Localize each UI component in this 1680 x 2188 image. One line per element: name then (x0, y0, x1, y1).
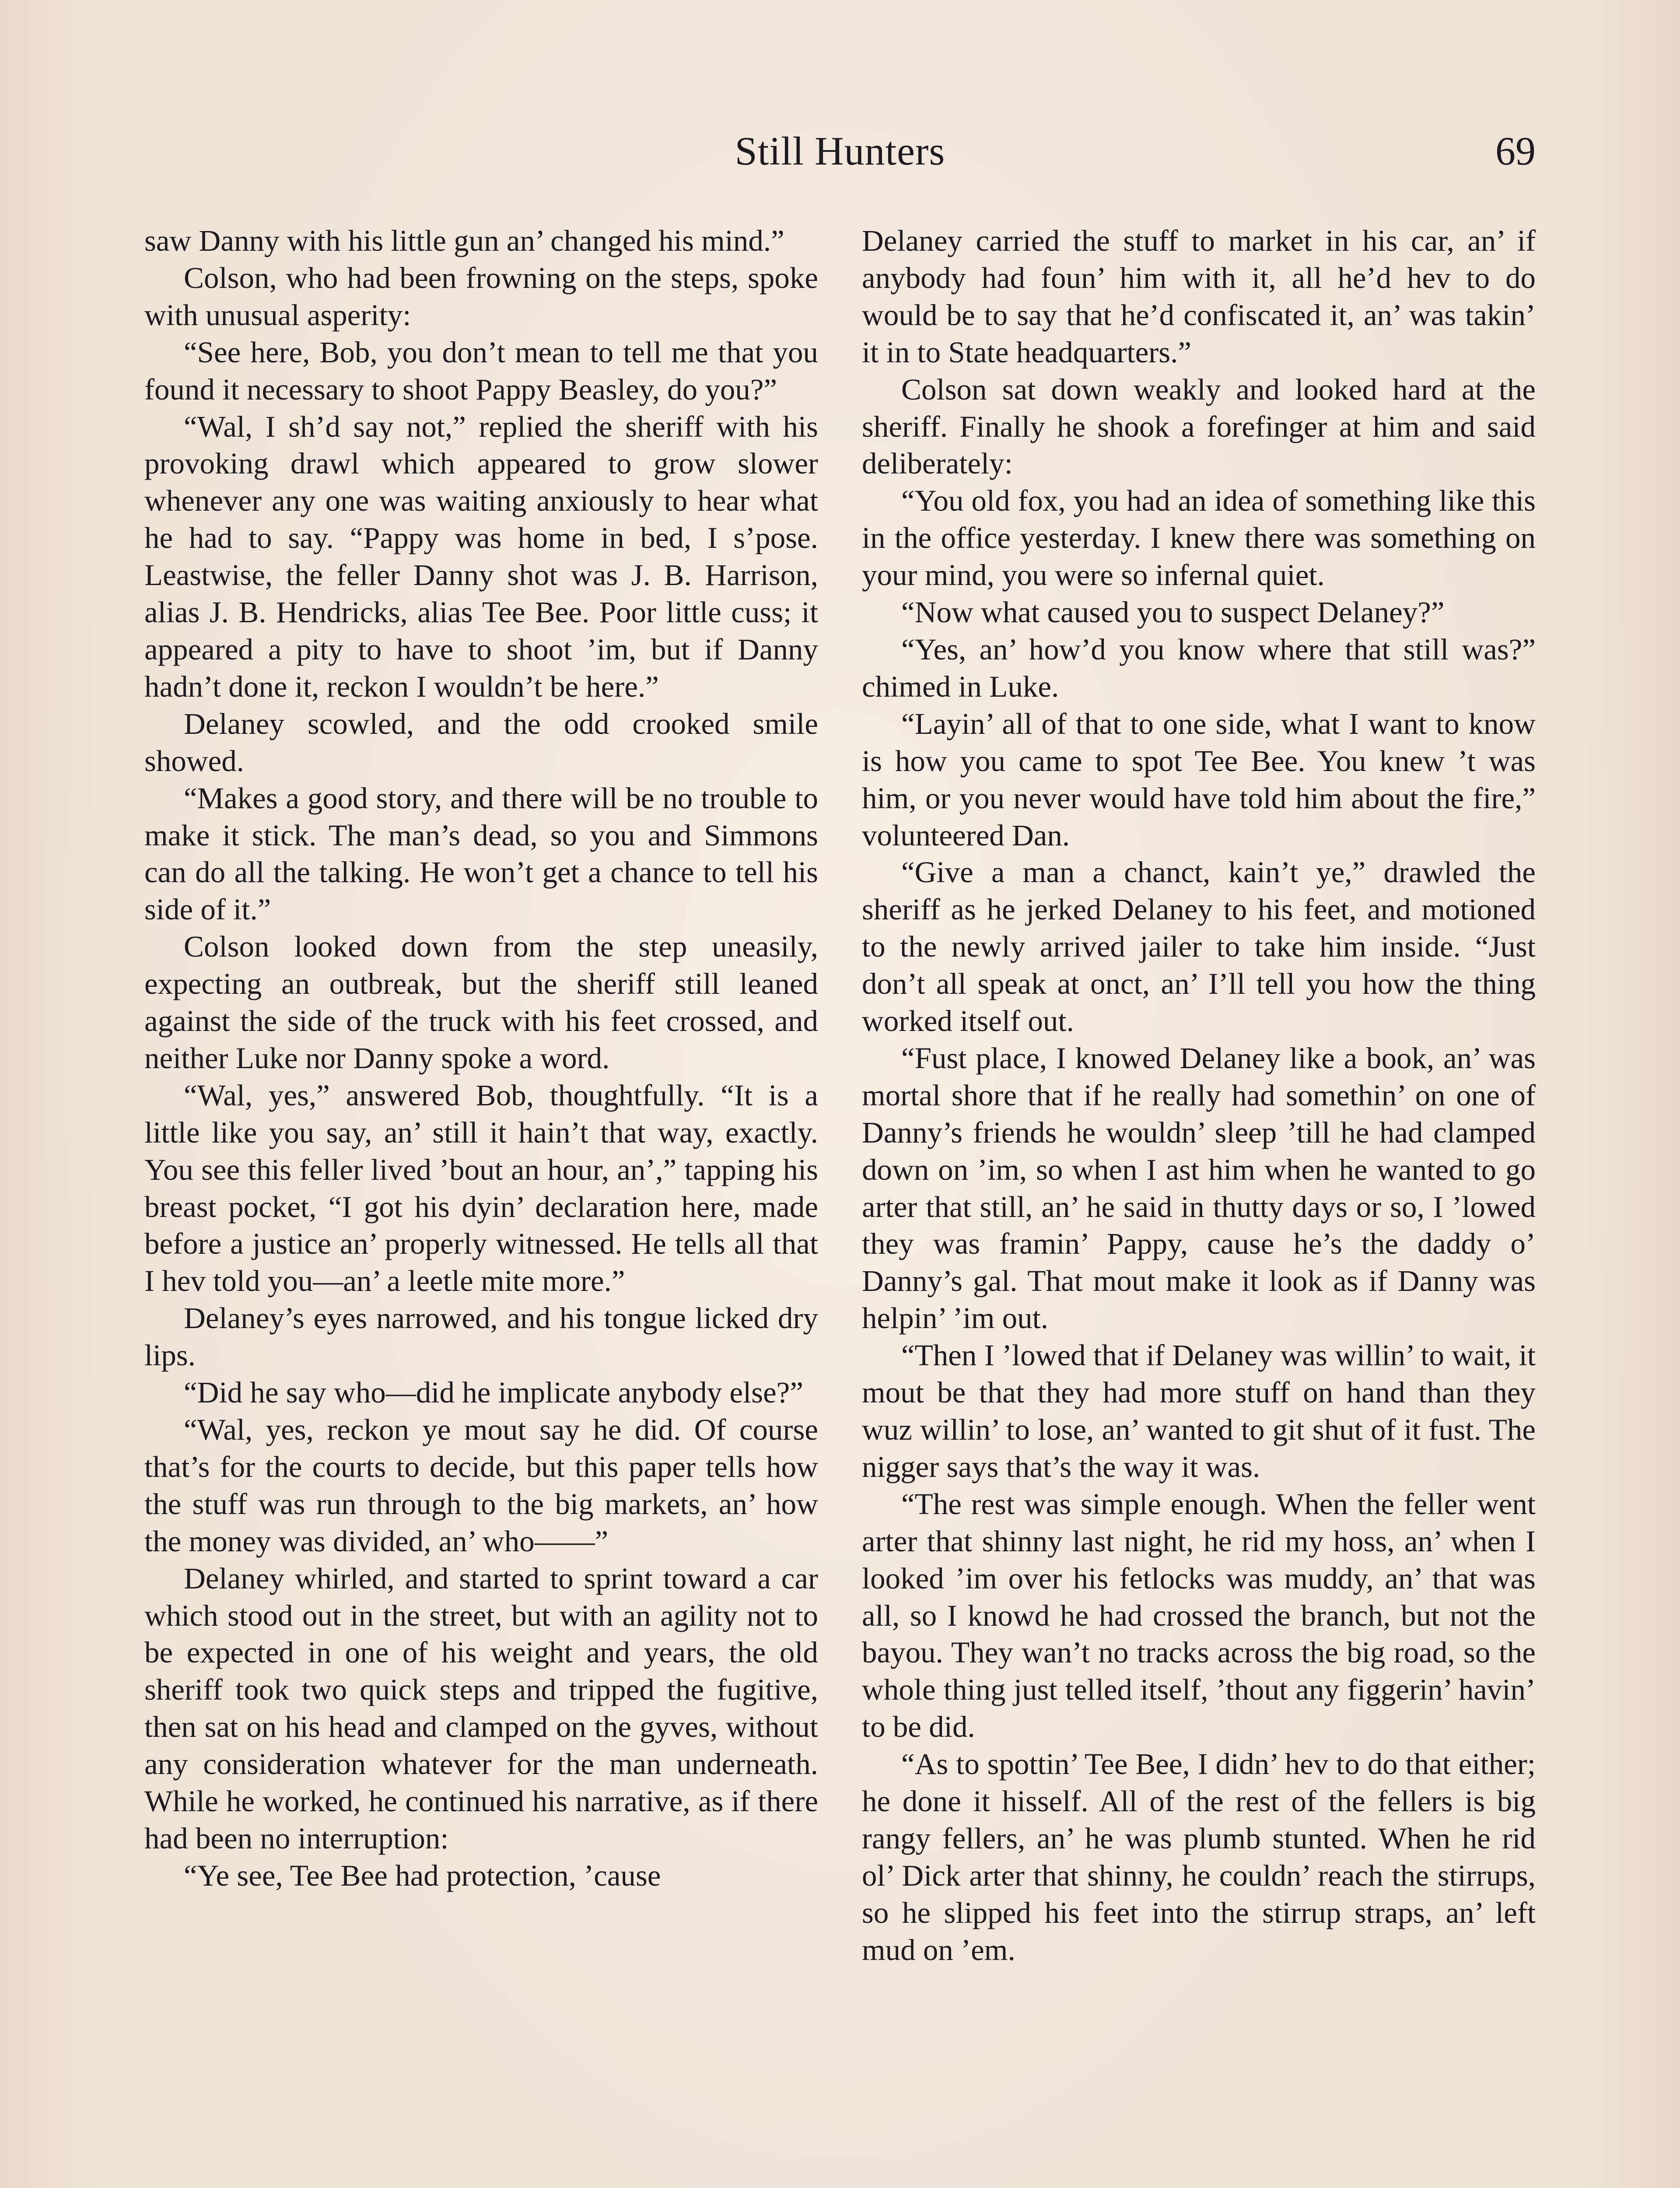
running-head (0, 128, 1680, 176)
paragraph: “Wal, yes, reckon ye mout say he did. Of course that’s for the courts to decide, but this paper tells how the stuff was run through to the big markets, an’ how the money was divided, an’ who——” (144, 1413, 818, 1558)
paragraph: “Give a man a chanct, kain’t ye,” drawled the sheriff as he jerked Delaney to his feet, and motioned to the newly arrived jailer to take him inside. “Just don’t all speak at onct, an’ I’ll tell you how the thing worked itself out. (862, 856, 1536, 1038)
paragraph: “Wal, I sh’d say not,” replied the sheriff with his provoking drawl which appeared to grow slower whenever any one was waiting anxiously to hear what he had to say. “Pappy was home in bed, I s’pose. Leastwise, the feller Danny shot was J. B. Harrison, alias J. B. Hendricks, alias Tee Bee. Poor little cuss; it appeared a pity to have to shoot ’im, but if Danny hadn’t done it, reckon I wouldn’t be here.” (144, 410, 818, 703)
paragraph: “Then I ’lowed that if Delaney was willin’ to wait, it mout be that they had more stuff on hand than they wuz willin’ to lose, an’ wanted to git shut of it fust. The nigger says that’s the way it was. (862, 1339, 1536, 1483)
paragraph: “Ye see, Tee Bee had protection, ’cause (184, 1858, 661, 1892)
paragraph: “Fust place, I knowed Delaney like a book, an’ was mortal shore that if he really had somethin’ on one of Danny’s friends he wouldn’ sleep ’till he had clamped down on ’im, so when I ast him when he wanted to go arter that still, an’ he said in thutty days or so, I ’lowed they was framin’ Pappy, cause he’s the daddy o’ Danny’s gal. That mout make it look as if Danny was helpin’ ’im out. (862, 1041, 1536, 1335)
paragraph: “See here, Bob, you don’t mean to tell me that you found it necessary to shoot Pappy Beasley, do you?” (144, 335, 818, 406)
paragraph: Delaney carried the stuff to market in his car, an’ if anybody had foun’ him with it, all he’d hev to do would be to say that he’d confiscated it, an’ was takin’ it in to State headquarters.” (862, 224, 1536, 369)
left-column (144, 222, 818, 1894)
paragraph: Delaney whirled, and started to sprint toward a car which stood out in the street, but with an agility not to be expected in one of his weight and years, the old sheriff took two quick steps and tripped the fugitive, then sat on his head and clamped on the gyves, without any consideration whatever for the man underneath. While he worked, he continued his narrative, as if there had been no interruption: (144, 1561, 818, 1855)
paragraph: “Layin’ all of that to one side, what I want to know is how you came to spot Tee Bee. You knew ’t was him, or you never would have told him about the fire,” volunteered Dan. (862, 707, 1536, 852)
paragraph: “Wal, yes,” answered Bob, thoughtfully. “It is a little like you say, an’ still it hain’t that way, exactly. You see this feller lived ’bout an hour, an’,” tapping his breast pocket, “I got his dyin’ declaration here, made before a justice an’ properly witnessed. He tells all that I hev told you—an’ a leetle mite more.” (144, 1078, 818, 1298)
paragraph: “Yes, an’ how’d you know where that still was?” chimed in Luke. (862, 632, 1536, 703)
right-column (862, 222, 1536, 1969)
page-number: 69 (1495, 129, 1536, 173)
paragraph: “Makes a good story, and there will be no trouble to make it stick. The man’s dead, so you and Simmons can do all the talking. He won’t get a chance to tell his side of it.” (144, 781, 818, 926)
paragraph: “As to spottin’ Tee Bee, I didn’ hev to do that either; he done it hisself. All of the rest of the fellers is big rangy fellers, an’ he was plumb stunted. When he rid ol’ Dick arter that shinny, he couldn’ reach the stirrups, so he slipped his feet into the stirrup straps, an’ left mud on ’em. (862, 1747, 1536, 1967)
paragraph: “Did he say who—did he implicate anybody else?” (184, 1376, 803, 1410)
paragraph: “Now what caused you to suspect Delaney?” (901, 596, 1445, 629)
paragraph: Colson sat down weakly and looked hard at the sheriff. Finally he shook a forefinger at him and said deliberately: (862, 372, 1536, 480)
paragraph: “The rest was simple enough. When the feller went arter that shinny last night, he rid my hoss, an’ when I looked ’im over his fetlocks was muddy, an’ that was all, so I knowd he had crossed the branch, but not the bayou. They wan’t no tracks across the big road, so the whole thing just telled itself, ’thout any figgerin’ havin’ to be did. (862, 1487, 1536, 1744)
paragraph: saw Danny with his little gun an’ changed his mind.” (144, 224, 784, 257)
paragraph: Colson, who had been frowning on the steps, spoke with unusual asperity: (144, 261, 818, 332)
paragraph: Delaney’s eyes narrowed, and his tongue licked dry lips. (144, 1301, 818, 1372)
paragraph: Colson looked down from the step uneasily, expecting an outbreak, but the sheriff still leaned against the side of the truck with his feet crossed, and neither Luke nor Danny spoke a word. (144, 930, 818, 1075)
running-title: Still Hunters (735, 129, 945, 173)
paragraph: Delaney scowled, and the odd crooked smile showed. (144, 707, 818, 778)
paragraph: “You old fox, you had an idea of something like this in the office yesterday. I knew there was something on your mind, you were so infernal quiet. (862, 484, 1536, 592)
